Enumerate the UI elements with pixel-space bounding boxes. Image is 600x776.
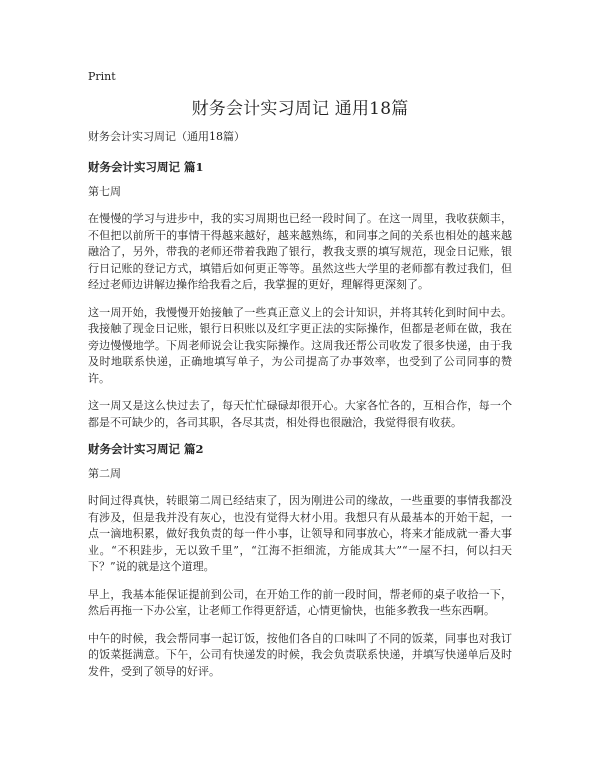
paragraph: 在慢慢的学习与进步中，我的实习周期也已经一段时间了。在这一周里，我收获颇丰，不但把以前所干的事情干得越来越好，越来越熟练，和同事之间的关系也相处的越来越融洽了，另外，带我的老师还带着我跑了银行，教我支票的填写规范，现金日记账，银行日记账的登记方式，填错后如何更正等等。虽然这些大学里的老师都有教过我们，但经过老师边讲解边操作给我看之后，我掌握的更好，理解得更深刻了。 xyxy=(88,212,512,291)
paragraph: 这一周开始，我慢慢开始接触了一些真正意义上的会计知识，并将其转化到时间中去。我接触了现金日记账，银行日积账以及红字更正法的实际操作，但都是老师在做，我在旁边慢慢地学。下周老师说会让我实际操作。这周我还帮公司收发了很多快递，由于我及时地联系快递，正确地填写单子，为公司提高了办事效率，也受到了公司同事的赞许。 xyxy=(88,305,512,385)
section-heading: 财务会计实习周记 篇2 xyxy=(88,442,204,456)
paragraph: 时间过得真快，转眼第二周已经结束了，因为刚进公司的缘故，一些重要的事情我都没有涉及，但是我并没有灰心，也没有觉得大材小用。我想只有从最基本的开始干起，一点一滴地积累，做好我负责的每一件小事，让领导和同事放心，将来才能成就一番大事业。“不积跬步，无以致千里”，“江海不拒细流，方能成其大”“一屋不扫，何以扫天下？”说的就是这个道理。 xyxy=(88,494,512,573)
paragraph: 中午的时候，我会帮同事一起订饭，按他们各自的口味叫了不同的饭菜，同事也对我订的饭菜挺满意。下午，公司有快递发的时候，我会负责联系快递，并填写快递单后及时发件，受到了领导的好评。 xyxy=(88,631,512,678)
week-label: 第七周 xyxy=(88,185,121,198)
section-2 xyxy=(88,442,512,680)
paragraph: 这一周又是这么快过去了，每天忙忙碌碌却很开心。大家各忙各的，互相合作，每一个都是不可缺少的，各司其职，各尽其责，相处得也很融洽，我觉得很有收获。 xyxy=(88,399,512,429)
week-label: 第二周 xyxy=(88,467,121,480)
document-subtitle: 财务会计实习周记（通用18篇） xyxy=(88,130,245,143)
paragraph: 早上，我基本能保证提前到公司，在开始工作的前一段时间，帮老师的桌子收拾一下，然后再拖一下办公室，让老师工作得更舒适，心情更愉快，也能多教我一些东西啊。 xyxy=(88,587,512,617)
section-heading: 财务会计实习周记 篇1 xyxy=(88,160,204,174)
print-link[interactable]: Print xyxy=(88,70,116,83)
section-1 xyxy=(88,160,512,431)
document-title: 财务会计实习周记 通用18篇 xyxy=(191,99,409,119)
